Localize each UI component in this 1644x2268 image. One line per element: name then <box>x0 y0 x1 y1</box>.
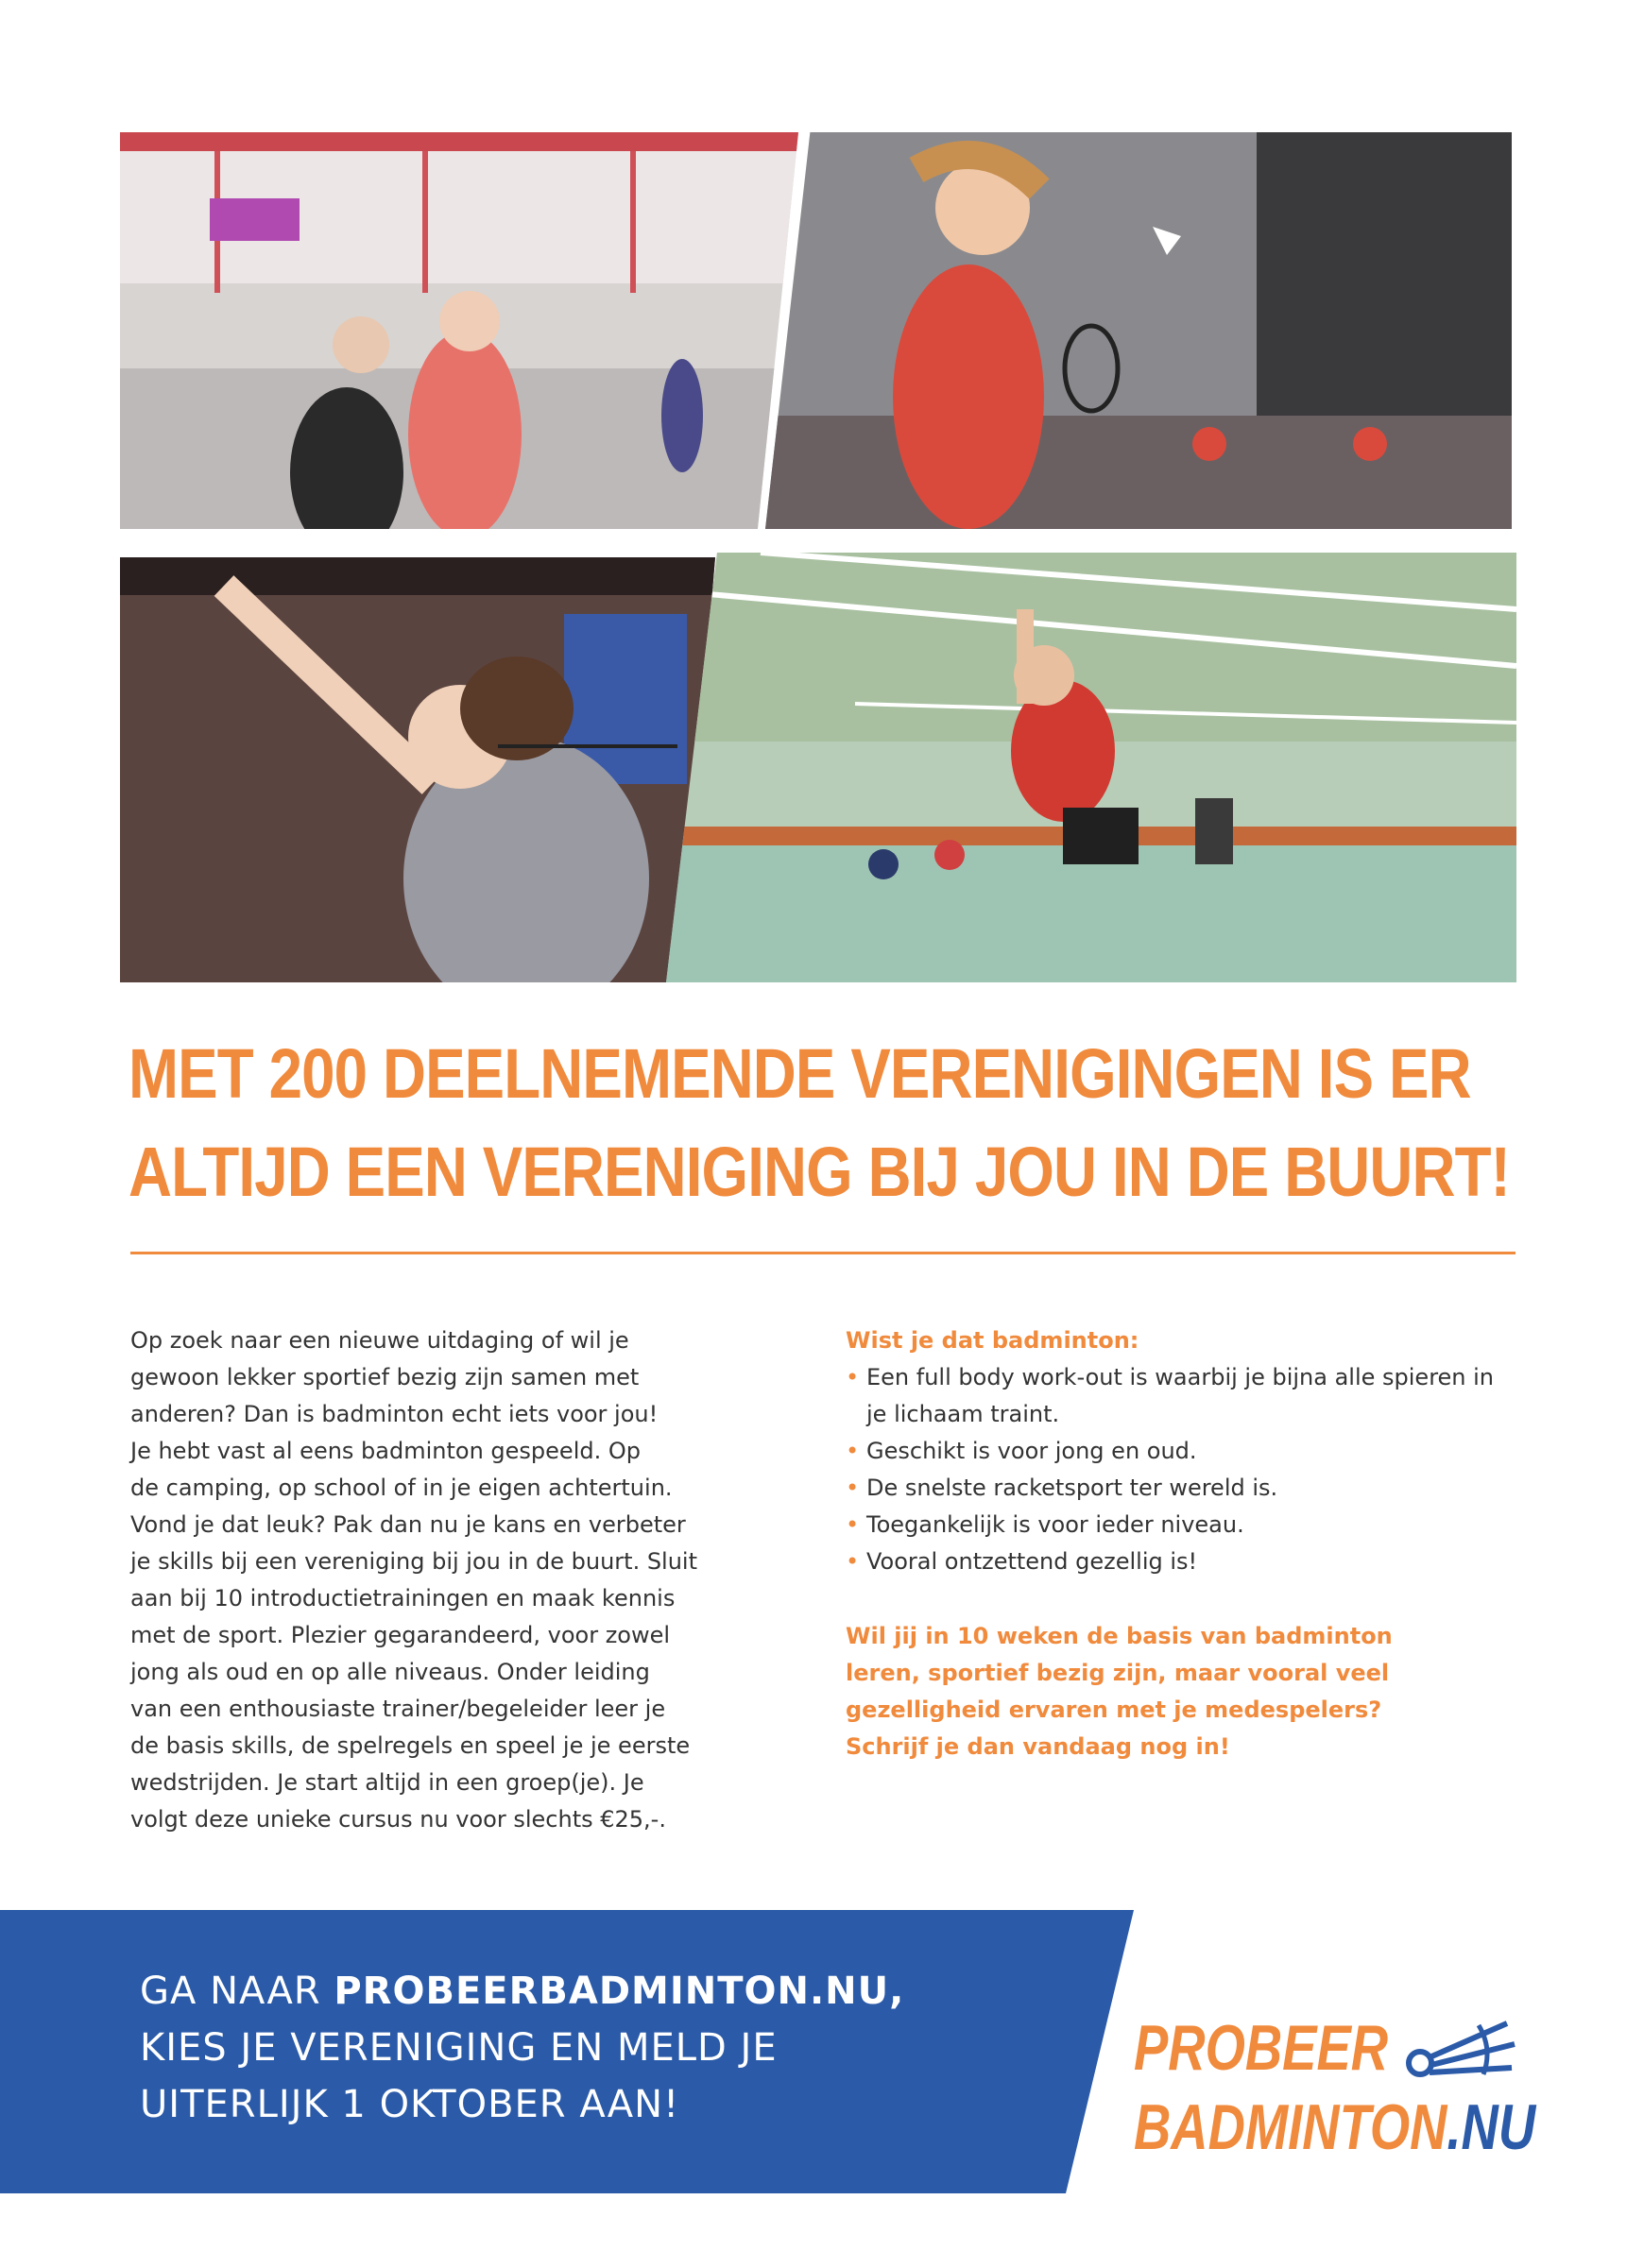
body-line: van een enthousiaste trainer/begeleider leer je <box>130 1696 666 1722</box>
body-line: Je hebt vast al eens badminton gespeeld. Op <box>130 1438 641 1464</box>
body-line: anderen? Dan is badminton echt iets voor jou! <box>130 1401 659 1427</box>
banner-text <box>140 1963 1085 2133</box>
headline <box>128 1025 1510 1221</box>
list-item: • De snelste racketsport ter wereld is. <box>846 1470 1507 1507</box>
photo-icon <box>120 557 715 982</box>
logo-main: BADMINTON <box>1134 2091 1447 2163</box>
photo-icon <box>120 132 798 529</box>
headline-line-2: ALTIJD EEN VERENIGING BIJ JOU IN DE BUURT! <box>128 1133 1510 1211</box>
banner-prefix: GA NAAR <box>140 1970 334 2013</box>
logo <box>1134 2012 1550 2201</box>
photo-girl-reaching <box>120 557 715 982</box>
photo-boy-jumping-in-hall <box>666 553 1516 982</box>
body-line: gewoon lekker sportief bezig zijn samen met <box>130 1364 640 1390</box>
facts-list <box>846 1359 1507 1580</box>
body-line: Vond je dat leuk? Pak dan nu je kans en verbeter <box>130 1511 686 1538</box>
divider <box>130 1252 1516 1254</box>
list-item: • Toegankelijk is voor ieder niveau. <box>846 1507 1507 1543</box>
photo-icon <box>765 132 1512 529</box>
body-line: volgt deze unieke cursus nu voor slechts €25,-. <box>130 1806 666 1833</box>
body-line: je skills bij een vereniging bij jou in de buurt. Sluit <box>130 1548 698 1575</box>
banner-line-3: UITERLIJK 1 OKTOBER AAN! <box>140 2083 680 2126</box>
cta-line: Wil jij in 10 weken de basis van badminton <box>846 1623 1393 1649</box>
banner-line-2: KIES JE VERENIGING EN MELD JE <box>140 2026 778 2070</box>
logo-suffix: .NU <box>1447 2091 1536 2163</box>
logo-line-2 <box>1134 2091 1535 2163</box>
body-line: met de sport. Plezier gegarandeerd, voor zowel <box>130 1622 671 1648</box>
cta-line: gezelligheid ervaren met je medespelers? <box>846 1697 1382 1723</box>
logo-line-1: PROBEER <box>1134 2012 1389 2084</box>
photo-girls-with-rackets <box>120 132 798 529</box>
body-line: aan bij 10 introductietrainingen en maak kennis <box>130 1585 676 1611</box>
body-line: Op zoek naar een nieuwe uitdaging of wil je <box>130 1327 629 1354</box>
photo-icon <box>666 553 1516 982</box>
shuttlecock-icon <box>1403 2016 1521 2082</box>
body-line: jong als oud en op alle niveaus. Onder leiding <box>130 1659 650 1685</box>
cta-line: leren, sportief bezig zijn, maar vooral veel <box>846 1660 1390 1686</box>
banner-line-1 <box>140 1963 1085 2020</box>
body-line: de basis skills, de spelregels en speel je je eerste <box>130 1732 691 1759</box>
list-item: • Geschikt is voor jong en oud. <box>846 1433 1507 1470</box>
cta-line: Schrijf je dan vandaag nog in! <box>846 1733 1230 1760</box>
photo-boy-serving <box>765 132 1512 529</box>
call-to-action <box>846 1618 1507 1765</box>
list-item: • Vooral ontzettend gezellig is! <box>846 1543 1507 1580</box>
list-item: • Een full body work-out is waarbij je bijna alle spieren in je lichaam traint. <box>846 1359 1507 1433</box>
website-link[interactable]: PROBEERBADMINTON.NU, <box>334 1970 905 2013</box>
facts-panel <box>846 1322 1507 1765</box>
body-line: wedstrijden. Je start altijd in een groep(je). Je <box>130 1769 644 1796</box>
facts-title: Wist je dat badminton: <box>846 1327 1139 1354</box>
body-text <box>130 1322 811 1838</box>
headline-line-1: MET 200 DEELNEMENDE VERENIGINGEN IS ER <box>128 1034 1471 1113</box>
body-line: de camping, op school of in je eigen achtertuin. <box>130 1475 673 1501</box>
